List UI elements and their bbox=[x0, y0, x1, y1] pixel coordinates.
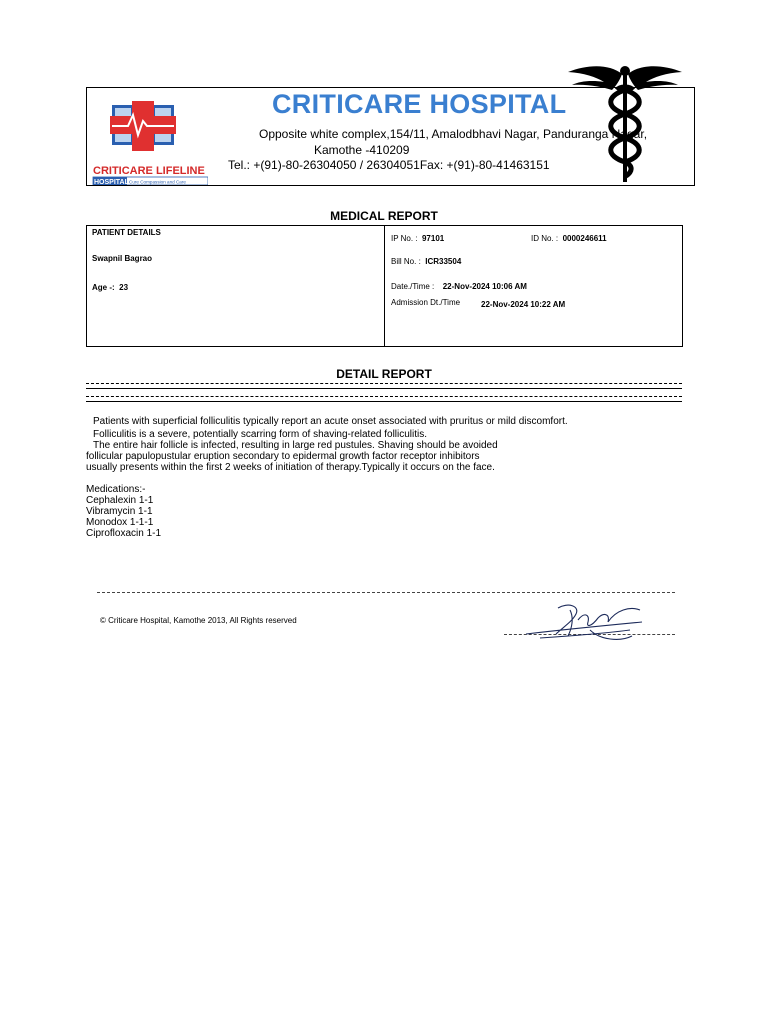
id-number bbox=[531, 228, 607, 246]
copyright-text: © Criticare Hospital, Kamothe 2013, All Rights reserved bbox=[100, 616, 297, 625]
report-line: usually presents within the first 2 weeks of initiation of therapy.Typically it occurs on the face. bbox=[86, 462, 495, 473]
report-line: follicular papulopustular eruption secondary to epidermal growth factor receptor inhibitors bbox=[86, 451, 480, 462]
id-value: 0000246611 bbox=[562, 234, 607, 243]
hospital-logo bbox=[92, 99, 208, 185]
address-line-1: Opposite white complex,154/11, Amalodbhavi Nagar, Panduranga Nagar, bbox=[259, 127, 648, 141]
ip-label: IP No. : bbox=[391, 234, 418, 243]
medications-heading: Medications:- bbox=[86, 484, 146, 495]
age-label: Age -: bbox=[92, 283, 115, 292]
phone-fax-line: Tel.: +(91)-80-26304050 / 26304051Fax: +(91)-80-41463151 bbox=[228, 158, 550, 172]
admission-value: 22-Nov-2024 10:22 AM bbox=[481, 300, 566, 309]
medication-item: Cephalexin 1-1 bbox=[86, 495, 154, 506]
info-box-divider bbox=[384, 225, 385, 346]
bill-number bbox=[391, 251, 461, 269]
report-line: Patients with superficial folliculitis typically report an acute onset associated with pruritus or mild discomfort. bbox=[93, 416, 568, 427]
bill-label: Bill No. : bbox=[391, 257, 421, 266]
patient-details-label: PATIENT DETAILS bbox=[92, 228, 161, 237]
hospital-name: CRITICARE HOSPITAL bbox=[272, 89, 567, 119]
logo-hospital-text: HOSPITAL bbox=[94, 179, 129, 185]
date-value: 22-Nov-2024 10:06 AM bbox=[442, 282, 527, 291]
bill-value: ICR33504 bbox=[425, 257, 462, 266]
medication-item: Vibramycin 1-1 bbox=[86, 506, 153, 517]
patient-name: Swapnil Bagrao bbox=[92, 254, 153, 263]
admission-label: Admission Dt./Time bbox=[391, 298, 461, 307]
id-label: ID No. : bbox=[531, 234, 559, 243]
age-value: 23 bbox=[119, 283, 129, 292]
detail-report-title: DETAIL REPORT bbox=[336, 367, 432, 381]
ip-value: 97101 bbox=[421, 234, 445, 243]
caduceus-icon bbox=[562, 60, 688, 186]
date-label: Date./Time : bbox=[391, 282, 435, 291]
divider-line-top bbox=[86, 383, 682, 389]
ip-number bbox=[391, 228, 444, 246]
report-date-time bbox=[391, 276, 527, 294]
medication-item: Ciprofloxacin 1-1 bbox=[86, 528, 162, 539]
patient-age bbox=[92, 277, 128, 295]
report-title: MEDICAL REPORT bbox=[330, 209, 438, 223]
logo-name-text: CRITICARE LIFELINE bbox=[93, 165, 205, 177]
logo-tagline-text: Cure Compassion and Care bbox=[129, 179, 186, 185]
report-line: Folliculitis is a severe, potentially scarring form of shaving-related folliculitis. bbox=[93, 429, 428, 440]
medication-item: Monodox 1-1-1 bbox=[86, 517, 154, 528]
divider-line-bottom bbox=[86, 396, 682, 402]
signature-image bbox=[520, 600, 648, 644]
report-line: The entire hair follicle is infected, resulting in large red pustules. Shaving should be avoided bbox=[93, 440, 498, 451]
address-line-2: Kamothe -410209 bbox=[314, 143, 410, 157]
footer-divider bbox=[97, 592, 675, 593]
